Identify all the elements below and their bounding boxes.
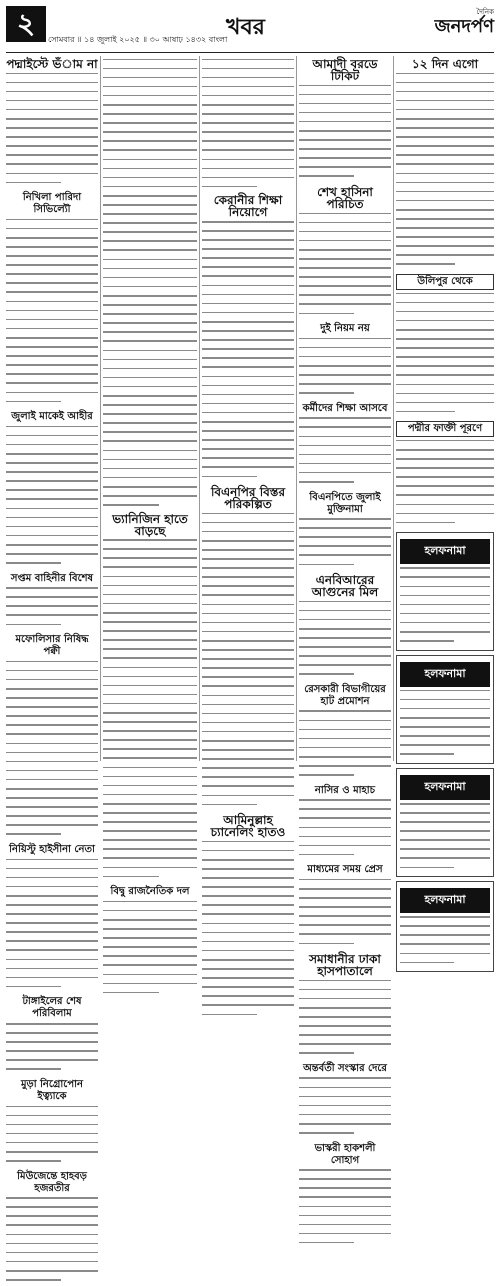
- article-headline: নিয়িস্টু হাইসীনা নেতা: [9, 844, 95, 856]
- article-body: [299, 980, 391, 1059]
- article-headline: বিএনপিতে জুলাই মুক্তিনামা: [309, 491, 381, 515]
- article-body: [299, 85, 391, 183]
- article-headline: মফোলিসার নিষিদ্ধ পক্বী: [15, 634, 89, 658]
- article-body: [299, 213, 391, 320]
- article-headline: বিদ্বু রাজনৈতিক দল: [110, 886, 190, 898]
- article: [299, 574, 391, 680]
- article-headline: উলিপুর থেকে: [396, 274, 494, 290]
- article-headline: টাঙ্গাইলের শেষ পরিবিলাম: [22, 996, 82, 1020]
- article-headline: এনবিআরের আগুনের মিল: [311, 573, 379, 600]
- article-body: [299, 1077, 391, 1138]
- affidavit-notice: [396, 532, 494, 650]
- article: [299, 323, 391, 399]
- article-body: [6, 859, 98, 993]
- notice-banner: হলফনামা: [400, 539, 490, 564]
- brand-name: জনদর্পণ: [434, 16, 494, 37]
- article-headline: শেখ হাসিনা পরিচিত: [317, 185, 373, 212]
- article-body: [6, 426, 98, 569]
- article: [299, 492, 391, 571]
- affidavit-notice: [396, 881, 494, 972]
- article-headline: মাধ্যমের সময় প্রেস: [307, 864, 383, 876]
- column-4: [299, 56, 391, 1166]
- article-body: [299, 338, 391, 399]
- column-rule: [100, 56, 101, 761]
- article-headline: দুই নিয়ম নয়: [320, 323, 370, 335]
- article-body: [6, 1106, 98, 1167]
- column-5: [396, 56, 494, 907]
- article-body: [6, 1023, 98, 1075]
- article: [202, 814, 294, 1020]
- article: [396, 58, 494, 270]
- article-body: [202, 513, 294, 811]
- article: [6, 1171, 98, 1286]
- article: [103, 513, 197, 883]
- article-headline: পদ্মাইস্টে ভঁাম না: [6, 57, 98, 71]
- article-headline: মুড়া নিগ্রোপোন ইত্ব্যাকে: [21, 1079, 83, 1102]
- article-body: [299, 799, 391, 860]
- article: [6, 996, 98, 1075]
- article: [6, 58, 98, 188]
- article-body: [202, 59, 294, 193]
- notice-body: [400, 567, 490, 646]
- article: [6, 192, 98, 407]
- article-headline: কেরানীর শিক্ষা নিয়োগে: [213, 193, 283, 220]
- article-body: [396, 73, 494, 271]
- column-3: [202, 56, 294, 840]
- masthead: [6, 6, 494, 53]
- column-rule: [393, 56, 394, 761]
- article-body: [103, 59, 197, 511]
- article: [299, 1143, 391, 1249]
- article-body: [6, 73, 98, 189]
- article-headline: মিউজেন্তে হাহবড় হজরতীর: [17, 1170, 87, 1194]
- notice-banner: হলফনামা: [400, 775, 490, 800]
- article: [103, 886, 197, 998]
- article: [299, 864, 391, 949]
- article-body: [6, 587, 98, 630]
- column-2: [103, 56, 197, 898]
- article: [299, 785, 391, 861]
- article: [299, 58, 391, 182]
- column-rule: [296, 56, 297, 761]
- article: [299, 186, 391, 319]
- article: [202, 194, 294, 482]
- article-body: [103, 901, 197, 999]
- notice-body: [400, 916, 490, 968]
- article: [299, 953, 391, 1059]
- article-headline: আমাদী বরডে টিকিট: [312, 57, 378, 83]
- article-body: [6, 661, 98, 840]
- article-body: [299, 417, 391, 487]
- article-body: [299, 518, 391, 570]
- article-body: [202, 841, 294, 1020]
- column-rule: [199, 56, 200, 761]
- article-body: [6, 219, 98, 407]
- notice-banner: হলফনামা: [400, 888, 490, 913]
- article: [6, 411, 98, 569]
- article-body: [202, 221, 294, 482]
- article-headline: কর্মীদের শিক্ষা আসবে: [302, 402, 388, 414]
- brand-logo: [422, 6, 494, 36]
- article-body: [299, 601, 391, 680]
- article-headline: ভ্যানিজিন হাতে বাড়ছে: [112, 511, 188, 538]
- affidavit-notice: [396, 768, 494, 877]
- article: [396, 421, 494, 528]
- column-1: [6, 56, 98, 1194]
- article-body: [6, 1197, 98, 1285]
- article-body: [299, 1169, 391, 1248]
- article-headline: বিএনপির বিস্তর পরিকল্পিত: [210, 485, 286, 512]
- article-headline: নাসির ও মাহাচ: [314, 784, 376, 796]
- section-title: খবর: [226, 14, 265, 40]
- article: [299, 403, 391, 488]
- article-body: [299, 710, 391, 780]
- article-headline: সমাধানীর ঢাকা হাসপাতালে: [309, 952, 381, 979]
- notice-body: [400, 803, 490, 873]
- article-headline: জুলাই মাকেই আহীর: [11, 411, 93, 423]
- notice-body: [400, 690, 490, 760]
- article-body: [396, 293, 494, 418]
- article-body: [299, 879, 391, 949]
- article-headline: সপ্তম বাহিনীর বিশেষ: [10, 572, 94, 584]
- article: [396, 274, 494, 417]
- article-headline: নিখিলা পারিদা সিভিল্যৌ: [22, 192, 82, 216]
- date-line: সোমবার ॥ ১৪ জুলাই ২০২৫ ॥ ৩০ আষাঢ় ১৪৩২ বাংলা: [48, 35, 228, 44]
- article: [299, 1063, 391, 1139]
- article-headline: আমিনুল্লাহ চ্যানেলিং হাতও: [210, 813, 286, 840]
- article: [299, 684, 391, 781]
- notice-banner: হলফনামা: [400, 662, 490, 687]
- page-number: ২: [6, 6, 46, 42]
- article: [6, 573, 98, 630]
- article-headline: অন্তর্বর্তী সংস্কার দেরে: [303, 1062, 387, 1074]
- article-headline: পদ্মীর ফাক্তী পূরণে: [396, 421, 494, 437]
- article: [6, 844, 98, 992]
- article-headline: ১২ দিন এগো: [411, 57, 479, 71]
- article: [202, 486, 294, 810]
- article-body: [396, 440, 494, 528]
- newspaper-page: [6, 6, 494, 1194]
- brand-prefix: দৈনিক: [476, 8, 494, 16]
- article: [6, 1079, 98, 1167]
- affidavit-notice: [396, 655, 494, 764]
- article-headline: রেসকারী বিভাগীয়ের হাট প্রমোশন: [304, 683, 386, 707]
- article-headline: ভাস্করী হাকশলী সোহাগ: [314, 1142, 376, 1166]
- article: [6, 634, 98, 840]
- article-body: [103, 539, 197, 882]
